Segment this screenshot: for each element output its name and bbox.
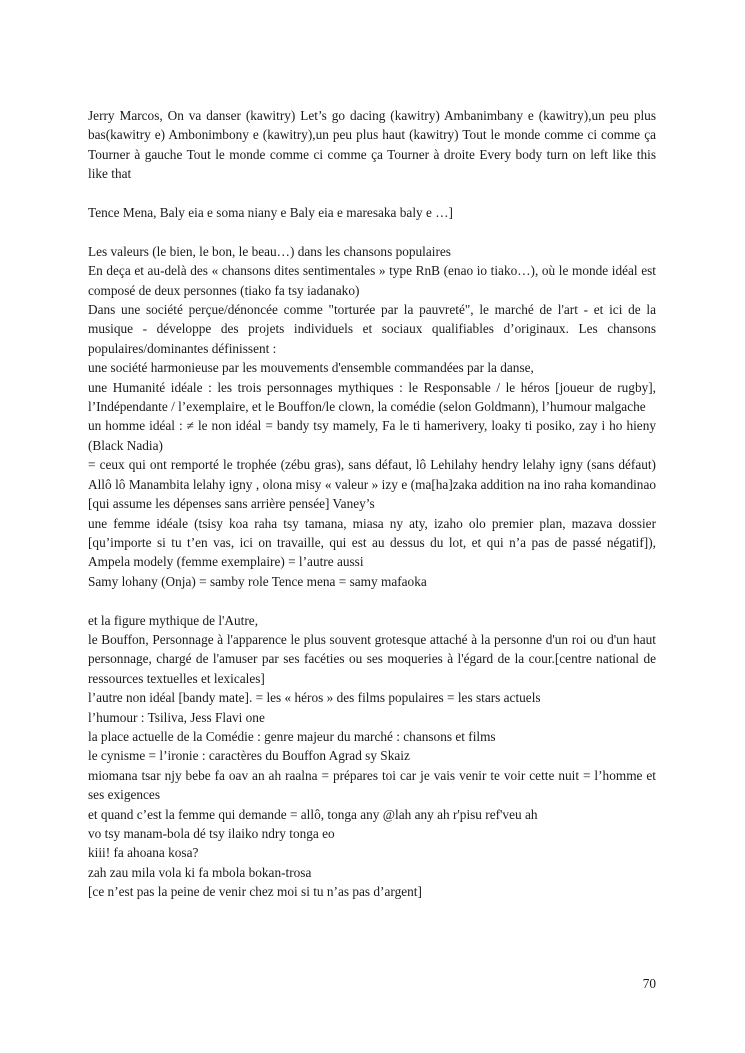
text-line: vo tsy manam-bola dé tsy ilaiko ndry tonga eo: [88, 825, 335, 841]
paragraph: = ceux qui ont remporté le trophée (zébu gras), sans défaut, lô Lehilahy hendry lelahy igny (sans défaut) Allô lô Manambita lelahy igny , olona misy « valeur » izy e (ma[ha]zaka addition na ino raha komandinao [qui assume les dépenses sans arrière pensée] Vaney’s: [88, 457, 656, 512]
text-line: et quand c’est la femme qui demande = allô, tonga any @lah any ah r'pisu ref'veu ah: [88, 806, 538, 822]
text-line: la place actuelle de la Comédie : genre majeur du marché : chansons et films: [88, 728, 496, 744]
paragraph: miomana tsar njy bebe fa oav an ah raalna = prépares toi car je vais venir te voir cette nuit = l’homme et ses exigences: [88, 767, 656, 803]
text-line: kiii! fa ahoana kosa?: [88, 845, 199, 861]
text-line: une société harmonieuse par les mouvements d'ensemble commandées par la danse,: [88, 360, 534, 376]
paragraph: Jerry Marcos, On va danser (kawitry) Let’s go dacing (kawitry) Ambanimbany e (kawitry),un peu plus bas(kawitry e) Ambonimbony e (kawitry),un peu plus haut (kawitry) Tout le monde comme ci comme ça Tourner à gauche Tout le monde comme ci comme ça Tourner à droite Every body turn on left like this like that: [88, 108, 656, 182]
paragraph: le Bouffon, Personnage à l'apparence le plus souvent grotesque attaché à la personne d'un roi ou d'un haut personnage, chargé de l'amuser par ses facéties ou ses moqueries à l'égard de la cour.[centre national de ressources textuelles et lexicales]: [88, 631, 656, 686]
text-line: l’autre non idéal [bandy mate]. = les « héros » des films populaires = les stars actuels: [88, 690, 541, 706]
text-line: zah zau mila vola ki fa mbola bokan-trosa: [88, 864, 312, 880]
paragraph: une Humanité idéale : les trois personnages mythiques : le Responsable / le héros [joueur de rugby], l’Indépendante / l’exemplaire, et le Bouffon/le clown, la comédie (selon Goldmann), l’humour malgache: [88, 379, 656, 415]
text-line: et la figure mythique de l'Autre,: [88, 612, 259, 628]
document-body: [88, 106, 656, 902]
paragraph: Dans une société perçue/dénoncée comme "torturée par la pauvreté", le marché de l'art - et ici de la musique - développe des projets individuels et sociaux qualifiables d’originaux. Les chansons populaires/dominantes définissent :: [88, 302, 656, 356]
text-line: Les valeurs (le bien, le bon, le beau…) dans les chansons populaires: [88, 243, 451, 259]
paragraph-gap: [88, 184, 656, 203]
paragraph: En deça et au-delà des « chansons dites sentimentales » type RnB (enao io tiako…), où le monde idéal est composé de deux personnes (tiako fa tsy iadanako): [88, 263, 656, 298]
paragraph-gap: [88, 591, 656, 610]
paragraph: un homme idéal : ≠ le non idéal = bandy tsy mamely, Fa le ti hamerivery, loaky ti posiko, zay i ho hieny (Black Nadia): [88, 418, 656, 453]
paragraph: une femme idéale (tsisy koa raha tsy tamana, miasa ny aty, izaho olo premier plan, mazava dossier [qu’importe si tu t’en vas, ici on travaille, qui est au dessus du lot, et qui n’a pas de passé négatif]), Ampela modely (femme exemplaire) = l’autre aussi: [88, 515, 656, 570]
text-line: l’humour : Tsiliva, Jess Flavi one: [88, 709, 265, 725]
page-number: 70: [642, 976, 656, 991]
text-line: [ce n’est pas la peine de venir chez moi si tu n’as pas d’argent]: [88, 884, 422, 900]
paragraph-gap: [88, 222, 656, 241]
text-line: Samy lohany (Onja) = samby role Tence mena = samy mafaoka: [88, 573, 427, 589]
text-line: Tence Mena, Baly eia e soma niany e Baly eia e maresaka baly e …]: [88, 205, 453, 221]
text-line: le cynisme = l’ironie : caractères du Bouffon Agrad sy Skaiz: [88, 748, 410, 764]
